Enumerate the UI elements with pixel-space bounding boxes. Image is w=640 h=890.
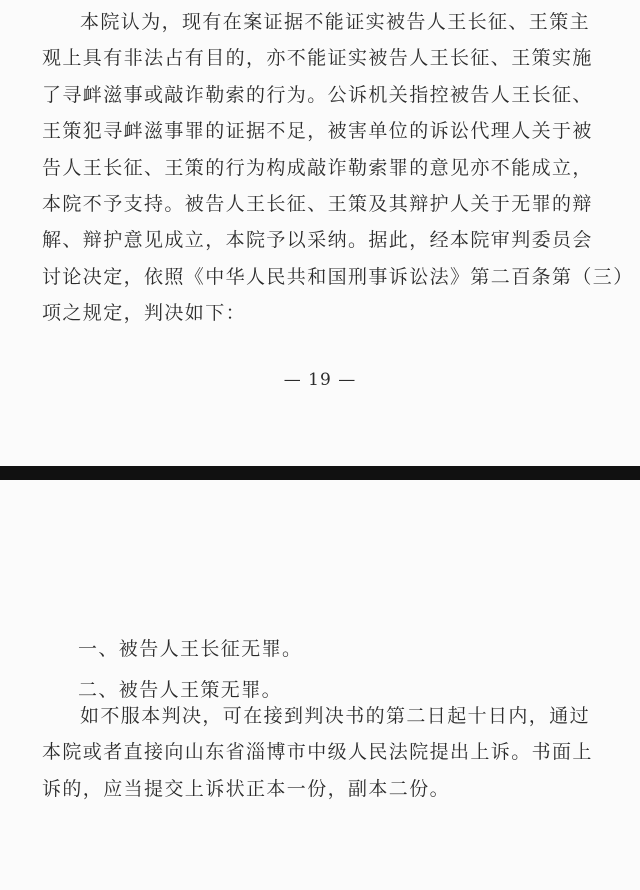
reasoning-paragraph <box>42 4 634 332</box>
appeal-paragraph <box>42 698 602 807</box>
page-divider <box>0 466 640 480</box>
verdict-item: 二、被告人王策无罪。 <box>78 679 283 701</box>
paragraph-line: 项之规定，判决如下： <box>42 302 247 325</box>
document-page-bottom <box>0 480 640 890</box>
paragraph-line: 讨论决定，依照《中华人民共和国刑事诉讼法》第二百条第（三） <box>42 265 634 288</box>
page-number: — 19 — <box>283 370 357 390</box>
paragraph-line: 告人王长征、王策的行为构成敲诈勒索罪的意见亦不能成立， <box>42 156 593 179</box>
paragraph-line: 观上具有非法占有目的，亦不能证实被告人王长征、王策实施 <box>42 47 593 70</box>
paragraph-line: 如不服本判决，可在接到判决书的第二日起十日内，通过 <box>80 705 591 727</box>
paragraph-line: 王策犯寻衅滋事罪的证据不足，被害单位的诉讼代理人关于被 <box>42 120 593 143</box>
paragraph-line: 了寻衅滋事或敲诈勒索的行为。公诉机关指控被告人王长征、 <box>42 83 593 106</box>
paragraph-line: 本院或者直接向山东省淄博市中级人民法院提出上诉。书面上 <box>42 741 593 764</box>
paragraph-line: 诉的，应当提交上诉状正本一份，副本二份。 <box>42 777 451 800</box>
verdict-item: 一、被告人王长征无罪。 <box>78 638 303 660</box>
paragraph-line: 本院不予支持。被告人王长征、王策及其辩护人关于无罪的辩 <box>42 193 593 216</box>
paragraph-line: 本院认为，现有在案证据不能证实被告人王长征、王策主 <box>80 11 591 33</box>
paragraph-line: 解、辩护意见成立，本院予以采纳。据此，经本院审判委员会 <box>42 229 593 252</box>
